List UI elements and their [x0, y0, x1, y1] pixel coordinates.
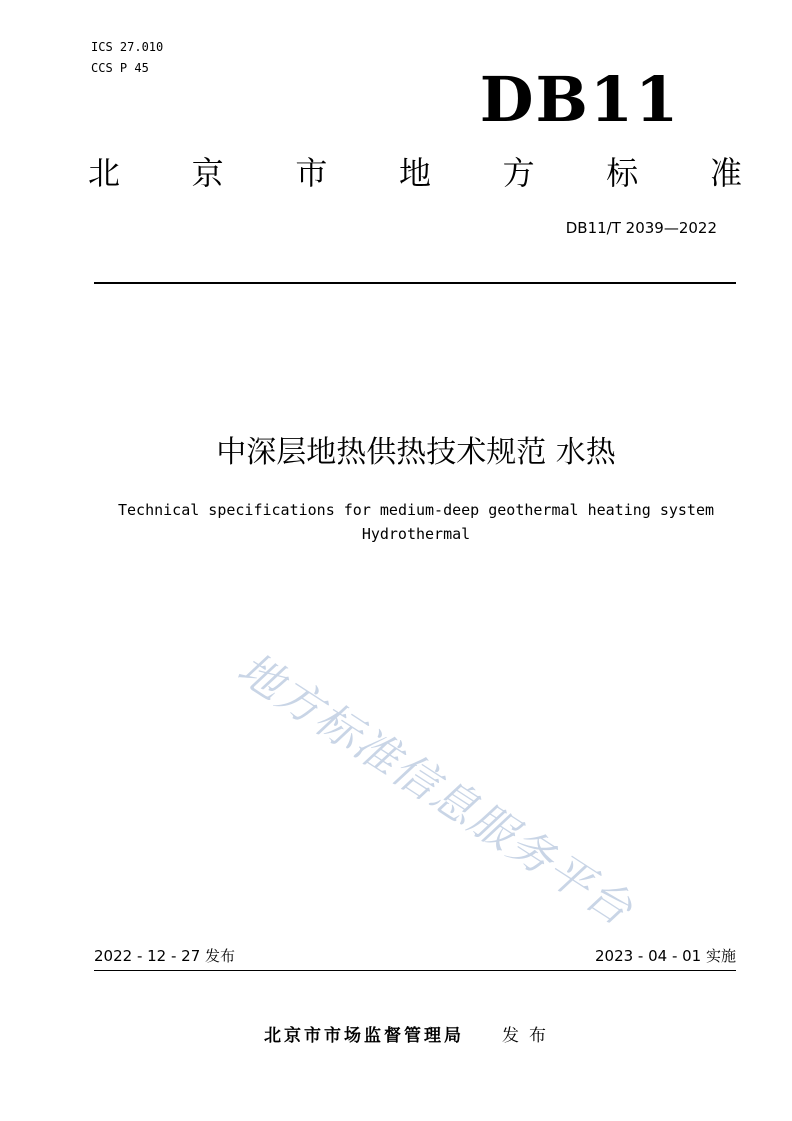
watermark: 地方标准信息服务平台: [228, 642, 643, 937]
ccs-code: CCS P 45: [91, 61, 149, 75]
issuer-action: 发布: [502, 1026, 556, 1046]
title-english-line1: Technical specifications for medium-deep geothermal heating system: [117, 501, 715, 519]
standard-type-char: 方: [502, 154, 535, 192]
footer-divider: [94, 970, 736, 971]
title-chinese: 中深层地热供热技术规范 水热: [216, 435, 616, 470]
standard-type-char: 北: [88, 154, 121, 192]
standard-number: DB11/T 2039—2022: [565, 219, 717, 237]
standard-type-char: 标: [606, 154, 639, 192]
standard-type-char: 市: [295, 154, 328, 192]
standard-type-char: 准: [709, 154, 742, 192]
title-english-line2: Hydrothermal: [361, 525, 471, 543]
header-divider: [94, 282, 736, 284]
ics-code: ICS 27.010: [91, 40, 164, 54]
db-logo: DB11: [479, 63, 681, 136]
issuer-name: 北京市市场监督管理局: [264, 1026, 464, 1046]
standard-type-char: 京: [191, 154, 224, 192]
issue-date: 2022 - 12 - 27 发布: [94, 947, 236, 965]
issuer-line: [200, 1023, 620, 1049]
standard-type-heading: [88, 150, 742, 196]
implementation-date: 2023 - 04 - 01 实施: [594, 947, 736, 965]
standard-type-char: 地: [398, 154, 431, 192]
